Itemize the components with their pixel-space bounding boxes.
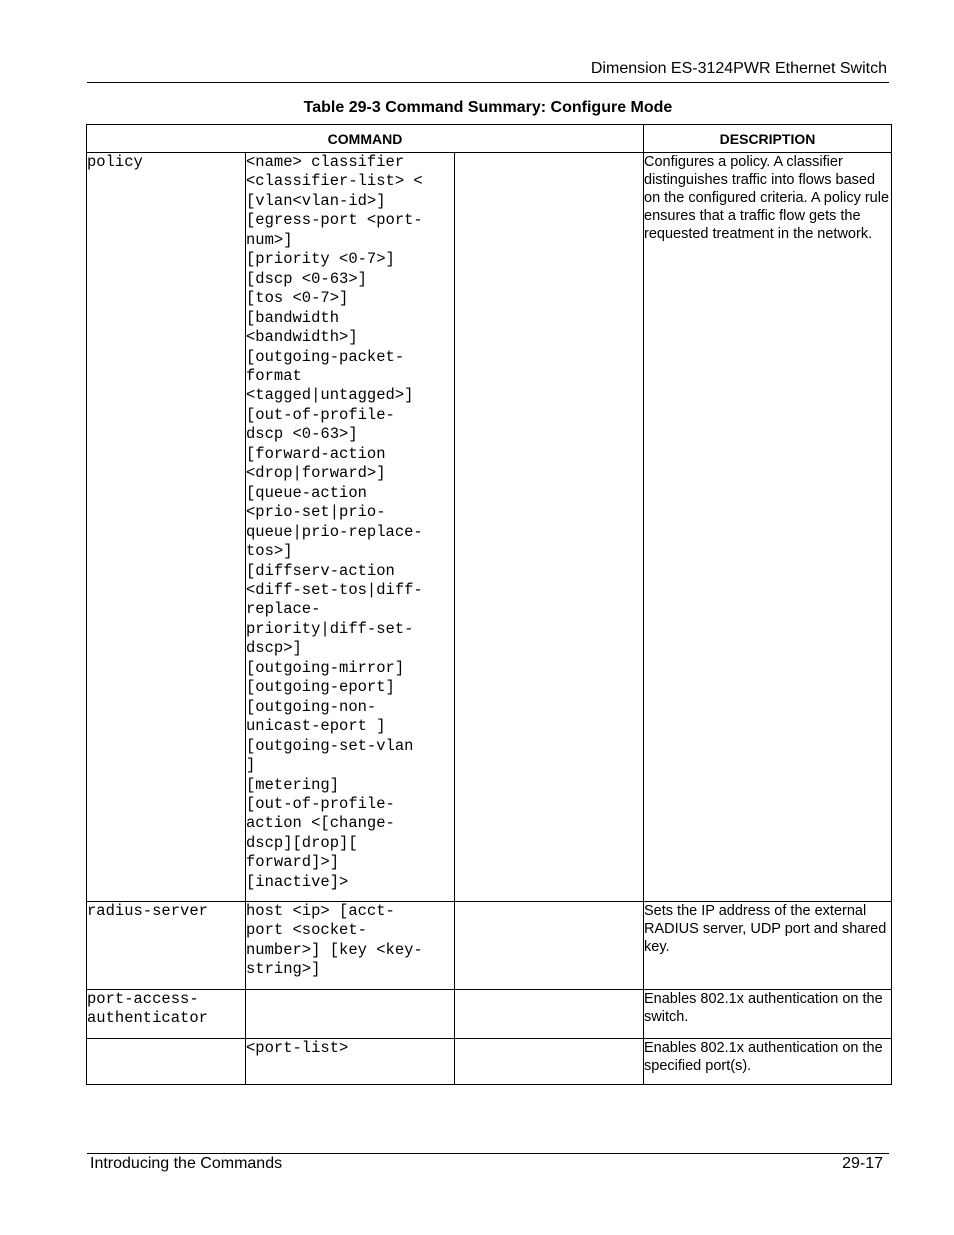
- page-header-title: Dimension ES-3124PWR Ethernet Switch: [590, 60, 887, 77]
- arguments-cell: <name> classifier <classifier-list> < [vlan<vlan-id>] [egress-port <port- num>] [priority <0-7>] [dscp <0-63>] [tos <0-7>] [bandwidth <bandwidth>] [outgoing-packet- format <tagged|untagged>] [out-of-profile- dscp <0-63>] [forward-action <drop|forward>] [queue-action <prio-set|prio- queue|prio-replace- tos>] [diffserv-action <diff-set-tos|diff- replace- priority|diff-set- dscp>] [outgoing-mirror] [outgoing-eport] [outgoing-non- unicast-eport ] [outgoing-set-vlan ] [metering] [out-of-profile- action <[change- dscp][drop][ forward]>] [inactive]>: [246, 153, 455, 902]
- table-row: [87, 902, 892, 990]
- page-number: 29-17: [842, 1155, 883, 1172]
- command-summary-table: [86, 124, 892, 1085]
- command-cell: [87, 1039, 246, 1085]
- extra-cell: [455, 1039, 644, 1085]
- arguments-cell: [246, 990, 455, 1039]
- table-row: [87, 1039, 892, 1085]
- header-divider: [87, 82, 889, 83]
- description-cell: Enables 802.1x authentication on the switch.: [644, 990, 892, 1039]
- extra-cell: [455, 902, 644, 990]
- table-caption: Table 29-3 Command Summary: Configure Mode: [303, 99, 673, 116]
- column-header-description: DESCRIPTION: [644, 125, 892, 153]
- table-header-row: [87, 125, 892, 153]
- footer-section-title: Introducing the Commands: [90, 1155, 283, 1172]
- arguments-cell: host <ip> [acct- port <socket- number>] [key <key- string>]: [246, 902, 455, 990]
- column-header-command: COMMAND: [87, 125, 644, 153]
- footer-divider: [87, 1153, 889, 1154]
- command-cell: policy: [87, 153, 246, 902]
- command-cell: radius-server: [87, 902, 246, 990]
- description-cell: Enables 802.1x authentication on the specified port(s).: [644, 1039, 892, 1085]
- table-row: [87, 990, 892, 1039]
- table-row: [87, 153, 892, 902]
- description-cell: Configures a policy. A classifier distinguishes traffic into flows based on the configured criteria. A policy rule ensures that a traffic flow gets the requested treatment in the network.: [644, 153, 892, 902]
- extra-cell: [455, 990, 644, 1039]
- extra-cell: [455, 153, 644, 902]
- description-cell: Sets the IP address of the external RADIUS server, UDP port and shared key.: [644, 902, 892, 990]
- arguments-cell: <port-list>: [246, 1039, 455, 1085]
- command-cell: port-access- authenticator: [87, 990, 246, 1039]
